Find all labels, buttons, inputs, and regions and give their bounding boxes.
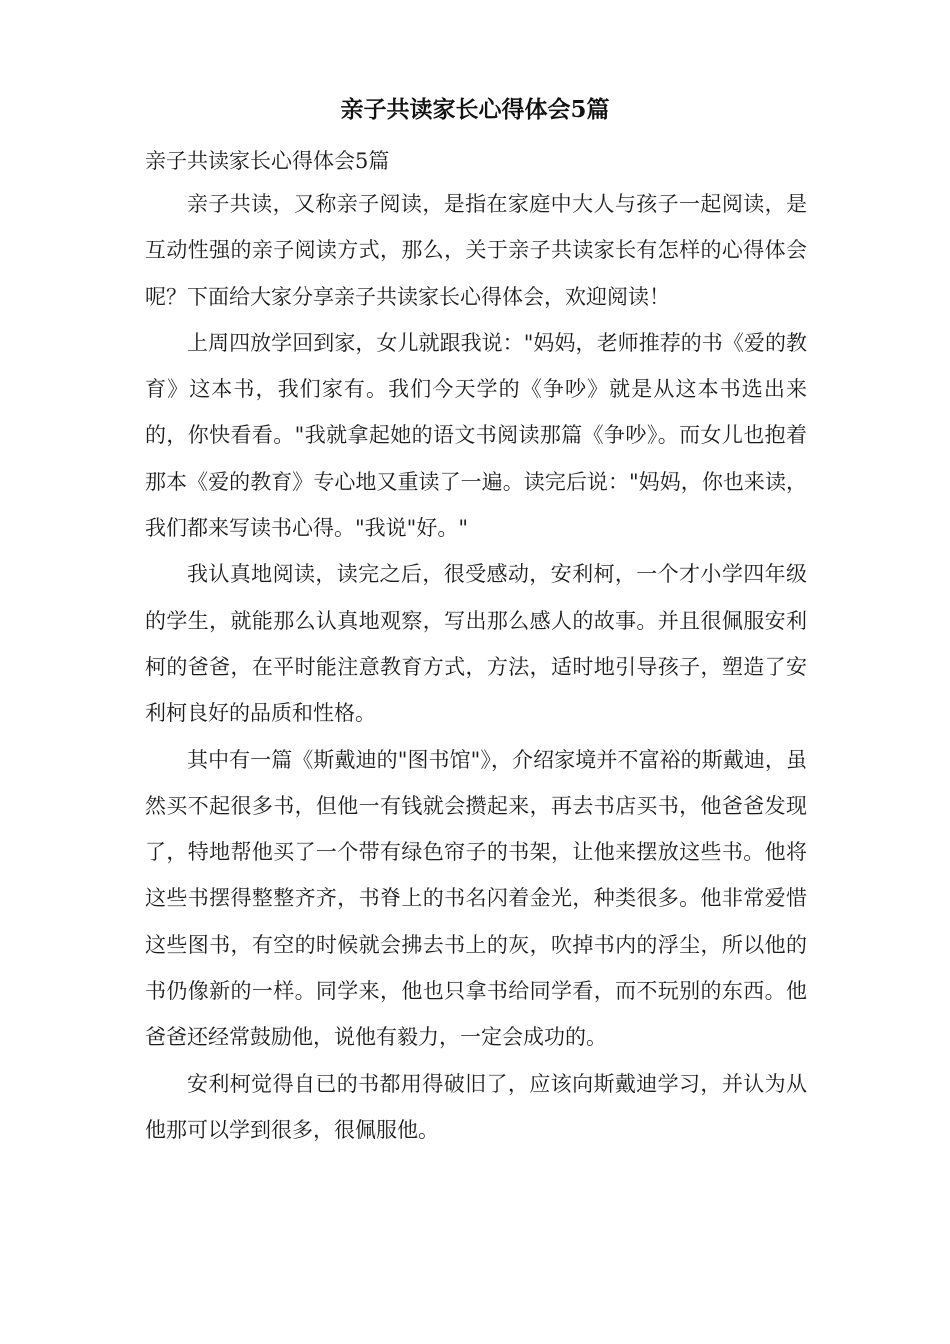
document-subtitle: 亲子共读家长心得体会5篇 <box>145 149 390 173</box>
paragraph-daughter-story: 上周四放学回到家，女儿就跟我说："妈妈，老师推荐的书《爱的教育》这本书，我们家有。我们今天学的《争吵》就是从这本书选出来的，你快看看。"我就拿起她的语文书阅读那篇《争吵》。而女儿也抱着那本《爱的教育》专心地又重读了一遍。读完后说："妈妈，你也来读，我们都来写读书心得。"我说"好。" <box>145 330 807 541</box>
paragraph-conclusion: 安利柯觉得自已的书都用得破旧了，应该向斯戴迪学习，并认为从他那可以学到很多，很佩服他。 <box>145 1071 807 1142</box>
document-title: 亲子共读家长心得体会5篇 <box>340 96 610 123</box>
paragraph-reflection: 我认真地阅读，读完之后，很受感动，安利柯，一个才小学四年级的学生，就能那么认真地观察，写出那么感人的故事。并且很佩服安利柯的爸爸，在平时能注意教育方式，方法，适时地引导孩子，塑造了安利柯良好的品质和性格。 <box>145 562 807 726</box>
document-body <box>145 141 807 1153</box>
paragraph-stardy-library: 其中有一篇《斯戴迪的"图书馆"》，介绍家境并不富裕的斯戴迪，虽然买不起很多书，但他一有钱就会攒起来，再去书店买书，他爸爸发现了，特地帮他买了一个带有绿色帘子的书架，让他来摆放这些书。他将这些书摆得整整齐齐，书脊上的书名闪着金光，种类很多。他非常爱惜这些图书，有空的时候就会拂去书上的灰，吹掉书内的浮尘，所以他的书仍像新的一样。同学来，他也只拿书给同学看，而不玩别的东西。他爸爸还经常鼓励他，说他有毅力，一定会成功的。 <box>145 747 807 1050</box>
paragraph-intro: 亲子共读，又称亲子阅读，是指在家庭中大人与孩子一起阅读，是互动性强的亲子阅读方式，那么，关于亲子共读家长有怎样的心得体会呢？下面给大家分享亲子共读家长心得体会，欢迎阅读！ <box>145 192 807 309</box>
